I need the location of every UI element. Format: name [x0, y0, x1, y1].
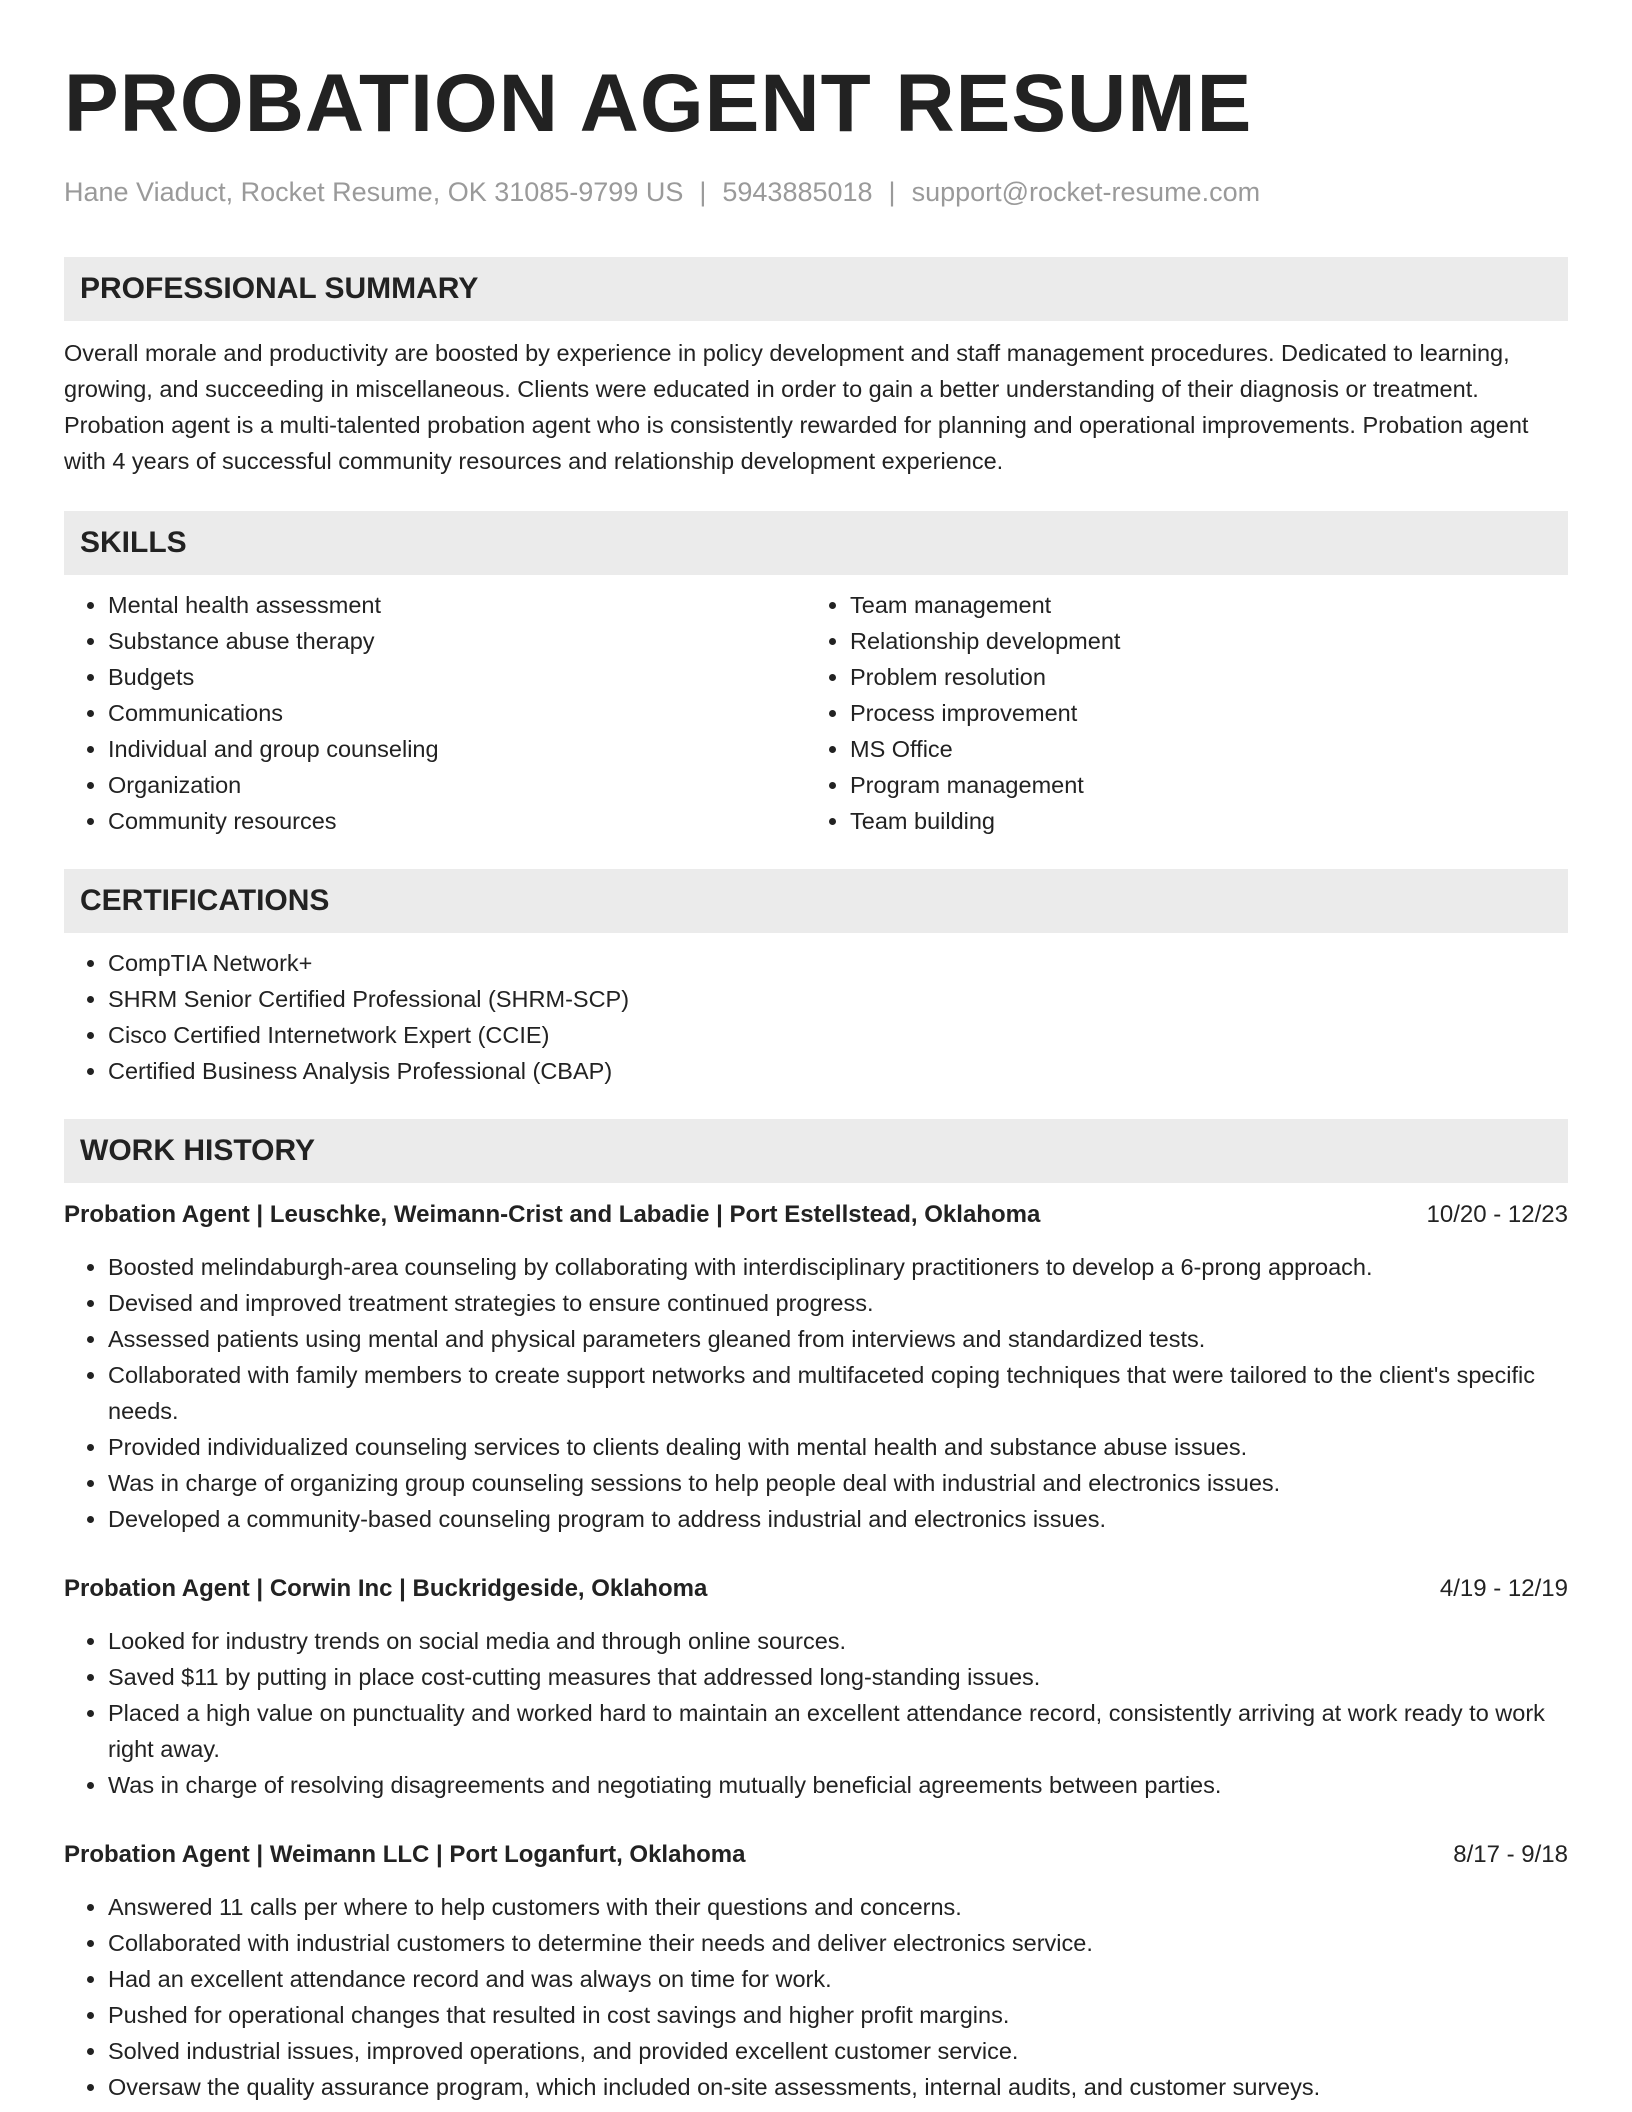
skill-item: • Team building	[850, 803, 1548, 839]
job-bullet: • Provided individualized counseling services to clients dealing with mental health and substance abuse issues.	[108, 1429, 1568, 1465]
skill-item: • Substance abuse therapy	[108, 623, 806, 659]
skill-item: • Relationship development	[850, 623, 1548, 659]
certifications-list	[64, 945, 1568, 1089]
job-header	[64, 1197, 1568, 1233]
section-header-certifications: CERTIFICATIONS	[64, 869, 1568, 933]
job-bullet: • Developed a community-based counseling program to address industrial and electronics issues.	[108, 1501, 1568, 1537]
job-dates: 8/17 - 9/18	[1453, 1841, 1568, 1868]
job-title: Probation Agent | Leuschke, Weimann-Crist and Labadie | Port Estellstead, Oklahoma	[64, 1201, 1041, 1228]
job-bullet: • Looked for industry trends on social media and through online sources.	[108, 1623, 1568, 1659]
job-bullet: • Pushed for operational changes that resulted in cost savings and higher profit margins.	[108, 1997, 1568, 2033]
skill-item: • Individual and group counseling	[108, 731, 806, 767]
skill-item: • Communications	[108, 695, 806, 731]
skill-item: • Organization	[108, 767, 806, 803]
contact-phone: 5943885018	[722, 177, 873, 207]
job-title: Probation Agent | Corwin Inc | Buckridgeside, Oklahoma	[64, 1575, 708, 1602]
summary-text: Overall morale and productivity are boosted by experience in policy development and staff management procedures. Dedicated to learning, growing, and succeeding in miscellaneous. Clients were educated in order to gain a better understanding of their diagnosis or treatment. Probation agent is a multi-talented probation agent who is consistently rewarded for planning and operational improvements. Probation agent with 4 years of successful community resources and relationship development experience.	[64, 340, 1529, 474]
contact-line	[64, 174, 1568, 210]
skill-item: • MS Office	[850, 731, 1548, 767]
contact-email: support@rocket-resume.com	[911, 177, 1261, 207]
skill-item: • Problem resolution	[850, 659, 1548, 695]
job-bullet-list	[64, 1889, 1568, 2105]
certification-item: • CompTIA Network+	[108, 945, 1568, 981]
certification-item: • Cisco Certified Internetwork Expert (CCIE)	[108, 1017, 1568, 1053]
skills-columns	[64, 587, 1568, 839]
job-bullet: • Was in charge of organizing group counseling sessions to help people deal with industrial and electronics issues.	[108, 1465, 1568, 1501]
section-header-skills: SKILLS	[64, 511, 1568, 575]
job-bullet: • Assessed patients using mental and physical parameters gleaned from interviews and standardized tests.	[108, 1321, 1568, 1357]
skills-right-list	[806, 587, 1548, 839]
job-title: Probation Agent | Weimann LLC | Port Loganfurt, Oklahoma	[64, 1841, 746, 1868]
job-header	[64, 1571, 1568, 1607]
skill-item: • Process improvement	[850, 695, 1548, 731]
certification-item: • SHRM Senior Certified Professional (SHRM-SCP)	[108, 981, 1568, 1017]
job-bullet: • Boosted melindaburgh-area counseling by collaborating with interdisciplinary practitioners to develop a 6-prong approach.	[108, 1249, 1568, 1285]
contact-separator: |	[888, 177, 896, 207]
job-bullet: • Solved industrial issues, improved operations, and provided excellent customer service.	[108, 2033, 1568, 2069]
section-header-work-history: WORK HISTORY	[64, 1119, 1568, 1183]
resume-title: PROBATION AGENT RESUME	[64, 58, 1253, 149]
job-bullet: • Was in charge of resolving disagreements and negotiating mutually beneficial agreements between parties.	[108, 1767, 1568, 1803]
job-bullet: • Oversaw the quality assurance program, which included on-site assessments, internal audits, and customer surveys.	[108, 2069, 1568, 2105]
contact-address: Hane Viaduct, Rocket Resume, OK 31085-9799 US	[64, 177, 684, 207]
job-bullet: • Devised and improved treatment strategies to ensure continued progress.	[108, 1285, 1568, 1321]
job-bullet: • Had an excellent attendance record and was always on time for work.	[108, 1961, 1568, 1997]
section-header-professional-summary: PROFESSIONAL SUMMARY	[64, 257, 1568, 321]
job-bullet-list	[64, 1249, 1568, 1537]
job-bullet: • Placed a high value on punctuality and worked hard to maintain an excellent attendance record, consistently arriving at work ready to work right away.	[108, 1695, 1568, 1767]
skill-item: • Community resources	[108, 803, 806, 839]
job-header	[64, 1837, 1568, 1873]
skill-item: • Program management	[850, 767, 1548, 803]
skill-item: • Budgets	[108, 659, 806, 695]
job-bullet: • Answered 11 calls per where to help customers with their questions and concerns.	[108, 1889, 1568, 1925]
certification-item: • Certified Business Analysis Professional (CBAP)	[108, 1053, 1568, 1089]
job-dates: 4/19 - 12/19	[1439, 1575, 1568, 1602]
job-dates: 10/20 - 12/23	[1426, 1201, 1568, 1228]
job-bullet-list	[64, 1623, 1568, 1803]
skills-left-list	[64, 587, 806, 839]
skill-item: • Team management	[850, 587, 1548, 623]
job-bullet: • Collaborated with industrial customers to determine their needs and deliver electronics service.	[108, 1925, 1568, 1961]
job-bullet: • Collaborated with family members to create support networks and multifaceted coping techniques that were tailored to the client's specific needs.	[108, 1357, 1568, 1429]
contact-separator: |	[699, 177, 707, 207]
skill-item: • Mental health assessment	[108, 587, 806, 623]
job-bullet: • Saved $11 by putting in place cost-cutting measures that addressed long-standing issues.	[108, 1659, 1568, 1695]
